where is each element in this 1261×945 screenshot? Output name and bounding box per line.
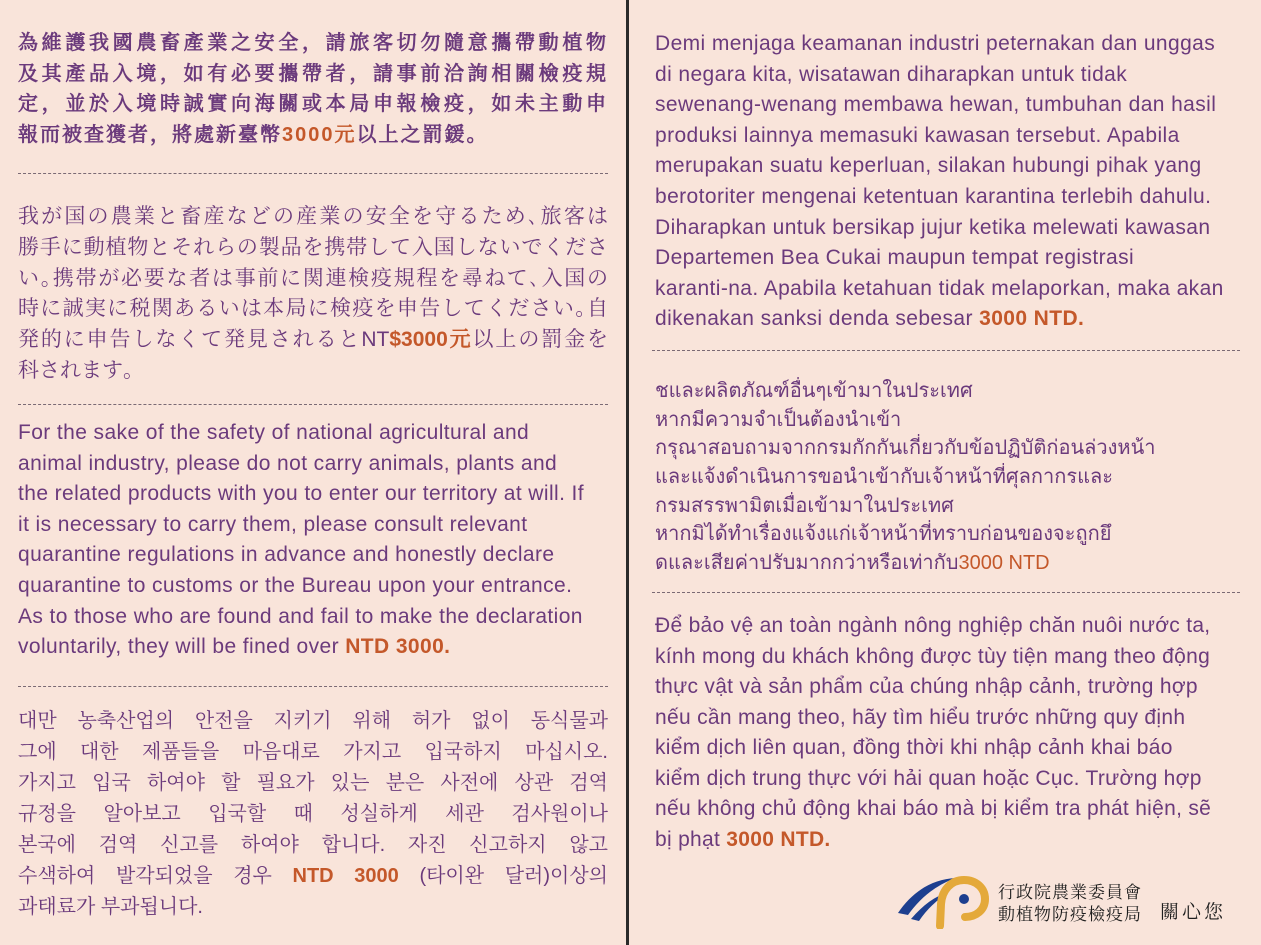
dashed-divider bbox=[652, 592, 1240, 593]
notice-line bbox=[655, 549, 1243, 578]
notice-line: い｡携帯が必要な者は事前に関連検疫規程を尋ねて､入国の bbox=[18, 266, 608, 290]
notice-text: 수색하여 발각되었을 경우 bbox=[18, 865, 293, 887]
notice-line bbox=[655, 825, 1243, 856]
notice-line: animal industry, please do not carry animals, plants and bbox=[18, 451, 558, 475]
fine-amount: 3000元 bbox=[282, 123, 357, 146]
notice-text: dikenakan sanksi denda sebesar bbox=[655, 307, 980, 331]
notice-text: 以上之罰鍰。 bbox=[356, 123, 489, 146]
notice-line: Departemen Bea Cukai maupun tempat registrasi bbox=[655, 246, 1135, 270]
notice-line: 본국에 검역 신고를 하여야 합니다. 자진 신고하지 않고 bbox=[18, 834, 608, 856]
notice-line: berotoriter mengenai ketentuan karantina terlebih dahulu. bbox=[655, 184, 1212, 208]
notice-line bbox=[18, 861, 608, 892]
agency-logo-graphic bbox=[896, 871, 990, 929]
notice-line: For the sake of the safety of national agricultural and bbox=[18, 421, 530, 444]
agency-logo-icon bbox=[896, 871, 990, 929]
notice-line: produksi lainnya memasuki kawasan tersebut. Apabila bbox=[655, 123, 1180, 147]
notice-indonesian bbox=[655, 29, 1243, 335]
notice-line bbox=[18, 325, 608, 356]
notice-english bbox=[18, 418, 608, 663]
notice-line: หากมิได้ทำเรื่องแจ้งแก่เจ้าหน้าที่ทราบก่อนของจะถูกยึ bbox=[655, 523, 1112, 546]
dashed-divider bbox=[18, 686, 608, 687]
fine-amount: NTD 3000. bbox=[345, 635, 451, 659]
notice-text: 発的に申告しなくて発見されるとNT bbox=[18, 328, 390, 352]
agency-slogan: 關心您 bbox=[1160, 901, 1227, 923]
notice-korean bbox=[18, 706, 608, 923]
notice-line: nếu không chủ động khai báo mà bị kiểm tra phát hiện, sẽ bbox=[655, 797, 1212, 820]
notice-line: 대만 농축산업의 안전을 지키기 위해 허가 없이 동식물과 bbox=[18, 710, 608, 732]
agency-name-line1: 行政院農業委員會 bbox=[998, 883, 1142, 903]
notice-line: 及其產品入境，如有必要攜帶者，請事前洽詢相關檢疫規 bbox=[18, 62, 608, 85]
notice-line: the related products with you to enter our territory at will. If bbox=[18, 482, 585, 506]
notice-line: 勝手に動植物とそれらの製品を携帯して入国しないでくださ bbox=[18, 235, 608, 259]
notice-line: 규정을 알아보고 입국할 때 성실하게 세관 검사원이나 bbox=[18, 803, 608, 825]
fine-amount: 3000 NTD bbox=[958, 552, 1050, 575]
notice-text: (타이완 달러)이상의 bbox=[398, 865, 608, 887]
notice-line: karanti-na. Apabila ketahuan tidak melaporkan, maka akan bbox=[655, 276, 1224, 300]
notice-line: kiểm dịch trung thực với hải quan hoặc Cục. Trường hợp bbox=[655, 766, 1202, 790]
notice-line bbox=[18, 120, 608, 151]
notice-line: และแจ้งดำเนินการขอนำเข้ากับเจ้าหน้าที่ศุลกากรและ bbox=[655, 466, 1113, 489]
notice-chinese bbox=[18, 28, 608, 150]
notice-text: 報而被查獲者，將處新臺幣 bbox=[18, 123, 282, 146]
notice-line: sewenang-wenang membawa hewan, tumbuhan dan hasil bbox=[655, 93, 1217, 117]
notice-line: merupakan suatu keperluan, silakan hubungi pihak yang bbox=[655, 154, 1202, 178]
notice-line bbox=[655, 304, 1243, 335]
fine-amount: NTD 3000 bbox=[292, 865, 399, 887]
notice-line: 定，並於入境時誠實向海關或本局申報檢疫，如未主動申 bbox=[18, 93, 608, 115]
notice-line: 가지고 입국 하여야 할 필요가 있는 분은 사전에 상관 검역 bbox=[18, 772, 608, 794]
fine-amount: 3000 NTD. bbox=[726, 827, 831, 851]
fine-amount: $3000元 bbox=[389, 328, 473, 352]
notice-line bbox=[18, 632, 608, 663]
notice-line: Để bảo vệ an toàn ngành nông nghiệp chăn nuôi nước ta, bbox=[655, 614, 1211, 637]
notice-text: ดและเสียค่าปรับมากกว่าหรือเท่ากับ bbox=[655, 552, 959, 575]
notice-line: nếu cần mang theo, hãy tìm hiểu trước những quy định bbox=[655, 705, 1186, 729]
dashed-divider bbox=[18, 404, 608, 405]
notice-line: kính mong du khách không được tùy tiện mang theo động bbox=[655, 644, 1211, 668]
notice-text: 以上の罰金を bbox=[472, 328, 608, 352]
dashed-divider bbox=[18, 173, 608, 174]
notice-line: หากมีความจำเป็นต้องนำเข้า bbox=[655, 408, 902, 431]
notice-thai bbox=[655, 377, 1243, 578]
notice-line: di negara kita, wisatawan diharapkan untuk tidak bbox=[655, 62, 1128, 86]
notice-line: As to those who are found and fail to make the declaration bbox=[18, 604, 583, 628]
notice-line: กรุณาสอบถามจากกรมกักกันเกี่ยวกับข้อปฏิบัติก่อนล่วงหน้า bbox=[655, 437, 1156, 460]
dashed-divider bbox=[652, 350, 1240, 351]
notice-line: it is necessary to carry them, please consult relevant bbox=[18, 512, 528, 536]
notice-line: quarantine to customs or the Bureau upon your entrance. bbox=[18, 573, 573, 597]
logo-blue-dot bbox=[959, 894, 969, 904]
notice-line: 我が国の農業と畜産などの産業の安全を守るため､旅客は bbox=[18, 205, 608, 228]
notice-line: kiểm dịch liên quan, đồng thời khi nhập cảnh khai báo bbox=[655, 736, 1173, 759]
notice-line: 과태료가 부과됩니다. bbox=[18, 896, 203, 918]
notice-text: bị phạt bbox=[655, 827, 727, 851]
notice-line: Diharapkan untuk bersikap jujur ketika melewati kawasan bbox=[655, 215, 1211, 239]
notice-vietnamese bbox=[655, 611, 1243, 855]
notice-line: quarantine regulations in advance and honestly declare bbox=[18, 543, 555, 567]
notice-line: 그에 대한 제품들을 마음대로 가지고 입국하지 마십시오. bbox=[18, 741, 608, 763]
fine-amount: 3000 NTD. bbox=[979, 307, 1085, 331]
agency-name-line2: 動植物防疫檢疫局 bbox=[998, 905, 1142, 925]
notice-line: Demi menjaga keamanan industri peternakan dan unggas bbox=[655, 32, 1216, 55]
notice-text: voluntarily, they will be fined over bbox=[18, 635, 346, 659]
notice-line: 為維護我國農畜產業之安全，請旅客切勿隨意攜帶動植物 bbox=[18, 32, 608, 54]
notice-line: ชและผลิตภัณฑ์อื่นๆเข้ามาในประเทศ bbox=[655, 380, 973, 402]
notice-line: thực vật và sản phẩm của chúng nhập cảnh, trường hợp bbox=[655, 675, 1198, 698]
notice-japanese bbox=[18, 202, 608, 387]
notice-line: 時に誠実に税関あるいは本局に検疫を申告してください｡自 bbox=[18, 297, 608, 321]
notice-line: 科されます｡ bbox=[18, 358, 134, 382]
column-divider bbox=[626, 0, 629, 945]
notice-line: กรมสรรพามิตเมื่อเข้ามาในประเทศ bbox=[655, 494, 954, 517]
